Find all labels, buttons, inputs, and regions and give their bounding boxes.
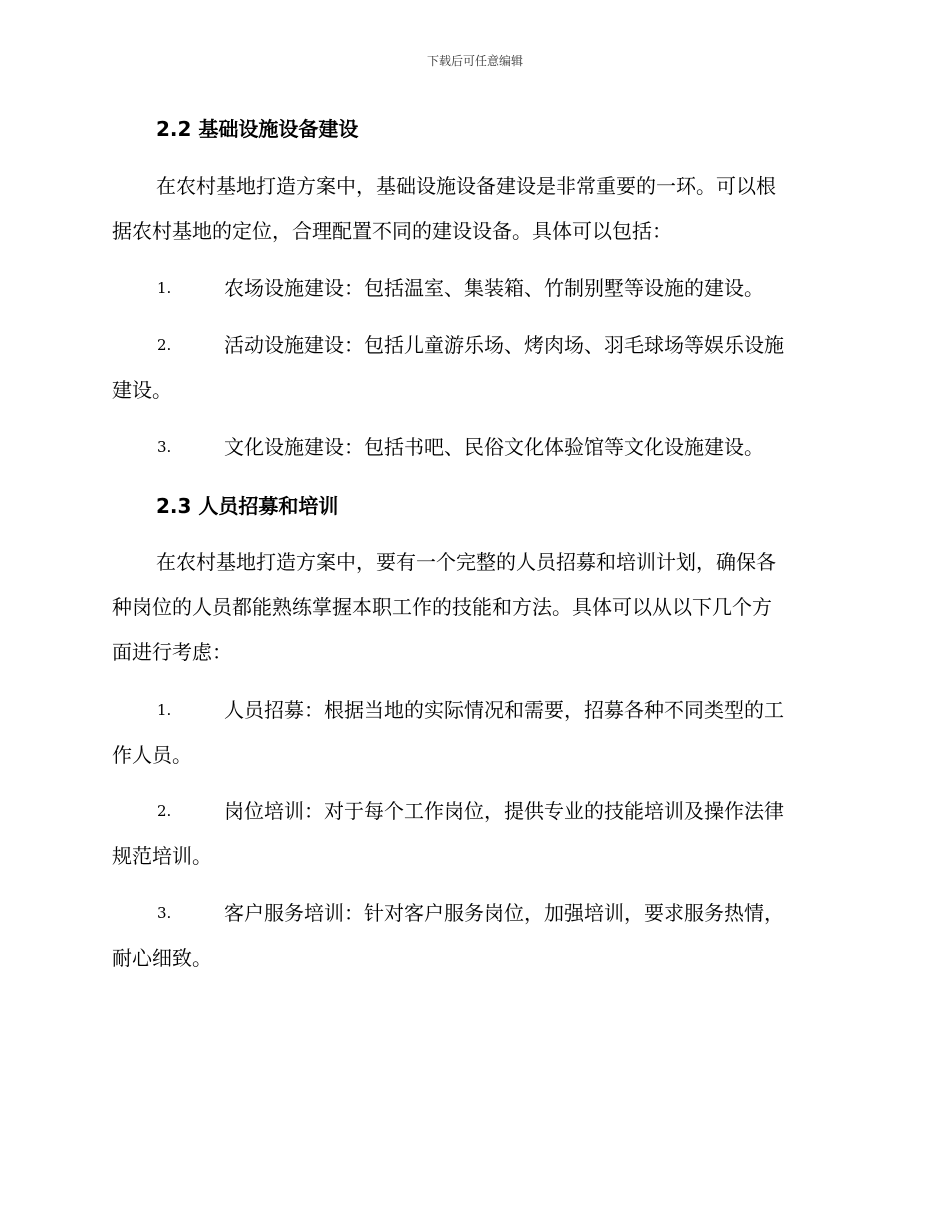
list-item-line [112, 891, 852, 936]
list-item [112, 323, 852, 413]
paragraph-line: 据农村基地的定位，合理配置不同的建设设备。具体可以包括： [112, 219, 672, 243]
list-item-continuation: 耐心细致。 [112, 946, 212, 970]
list-item-text: 客户服务培训：针对客户服务岗位，加强培训，要求服务热情， [224, 901, 784, 925]
list-item-number: 1. [157, 279, 172, 297]
paragraph-line: 种岗位的人员都能熟练掌握本职工作的技能和方法。具体可以从以下几个方 [112, 595, 772, 619]
paragraph-line: 在农村基地打造方案中，基础设施设备建设是非常重要的一环。可以根 [156, 174, 776, 198]
list-item-continuation: 作人员。 [112, 743, 192, 767]
list-item-text: 岗位培训：对于每个工作岗位，提供专业的技能培训及操作法律 [224, 799, 784, 823]
list-item-number: 2. [157, 802, 172, 820]
list-item-text: 农场设施建设：包括温室、集装箱、竹制别墅等设施的建设。 [224, 276, 764, 300]
list-item-line [112, 323, 852, 368]
list-item [112, 688, 852, 778]
list-item-number: 2. [157, 336, 172, 354]
paragraph-line: 面进行考虑： [112, 640, 232, 664]
list-item-line [112, 425, 852, 470]
list-item [112, 425, 852, 470]
section-heading-2-3: 2.3 人员招募和培训 [156, 494, 339, 518]
list-item-text: 人员招募：根据当地的实际情况和需要，招募各种不同类型的工 [224, 698, 784, 722]
paragraph-line: 在农村基地打造方案中，要有一个完整的人员招募和培训计划，确保各 [156, 550, 776, 574]
list-item-number: 3. [157, 904, 172, 922]
list-item [112, 266, 852, 311]
section-2-2-intro [112, 164, 852, 254]
list-item-number: 3. [157, 438, 172, 456]
page-header: 下载后可任意编辑 [426, 54, 523, 68]
list-item [112, 789, 852, 879]
list-item-line [112, 266, 852, 311]
list-item-text: 活动设施建设：包括儿童游乐场、烤肉场、羽毛球场等娱乐设施 [224, 333, 784, 357]
section-heading-2-2: 2.2 基础设施设备建设 [156, 117, 359, 141]
list-item-line [112, 789, 852, 834]
list-item [112, 891, 852, 981]
list-item-text: 文化设施建设：包括书吧、民俗文化体验馆等文化设施建设。 [224, 435, 764, 459]
list-item-continuation: 建设。 [112, 378, 172, 402]
section-2-3-intro [112, 540, 852, 675]
list-item-line [112, 688, 852, 733]
list-item-continuation: 规范培训。 [112, 844, 212, 868]
list-item-number: 1. [157, 701, 172, 719]
